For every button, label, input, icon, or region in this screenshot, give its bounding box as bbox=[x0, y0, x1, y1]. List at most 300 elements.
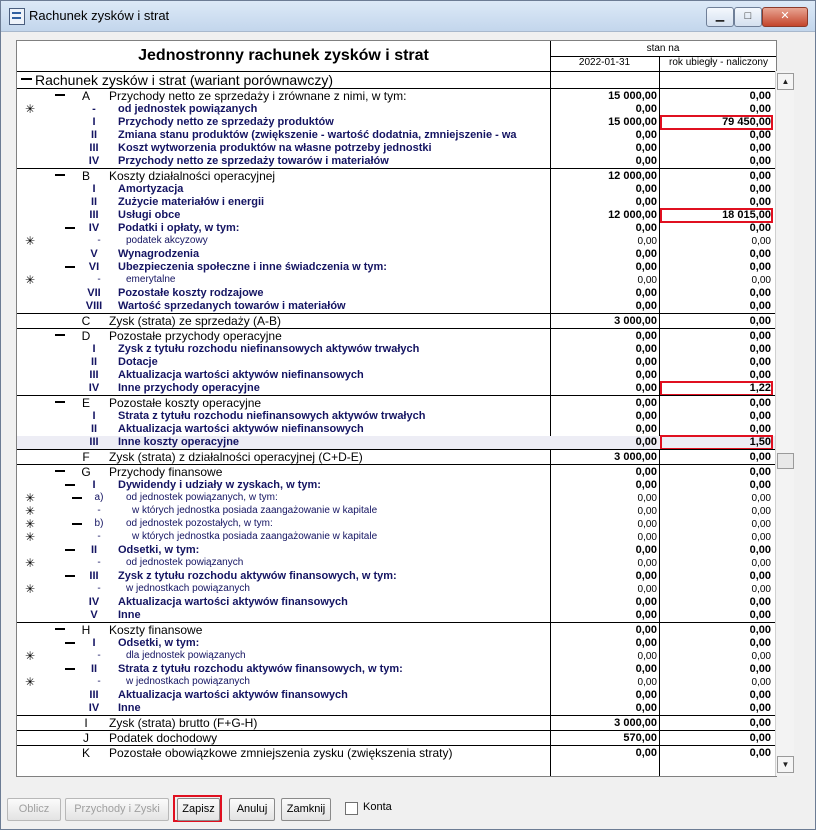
row-code: - bbox=[97, 676, 101, 687]
row-code: I bbox=[92, 116, 96, 128]
value-current[interactable]: 3 000,00 bbox=[614, 717, 657, 729]
value-previous[interactable]: 0,00 bbox=[749, 702, 771, 714]
value-current[interactable]: 0,00 bbox=[635, 436, 657, 448]
highlight-box bbox=[660, 381, 773, 396]
value-current[interactable]: 0,00 bbox=[635, 663, 657, 675]
value-previous[interactable]: 0,00 bbox=[749, 747, 771, 759]
row-label: Rachunek zysków i strat (wariant porównawczy) bbox=[35, 72, 333, 88]
row-code: VII bbox=[87, 287, 101, 299]
value-current[interactable]: 0,00 bbox=[635, 689, 657, 701]
collapse-icon[interactable] bbox=[55, 628, 65, 630]
oblicz-button[interactable]: Oblicz bbox=[7, 798, 61, 821]
highlight-box bbox=[660, 208, 773, 223]
row-label: Zmiana stanu produktów (zwiększenie - wartość dodatnia, zmniejszenie - wa bbox=[118, 129, 517, 141]
table-row[interactable] bbox=[17, 248, 776, 261]
table-row[interactable] bbox=[17, 492, 776, 505]
value-previous[interactable]: 0,00 bbox=[749, 343, 771, 355]
table-row[interactable] bbox=[17, 730, 776, 745]
value-current[interactable]: 0,00 bbox=[637, 677, 657, 688]
table-row[interactable] bbox=[17, 583, 776, 596]
asterisk-icon: ✳ bbox=[25, 675, 36, 689]
row-code: III bbox=[89, 142, 99, 154]
value-previous[interactable]: 0,00 bbox=[749, 732, 771, 744]
row-code: - bbox=[97, 235, 101, 246]
row-label: podatek akcyzowy bbox=[126, 235, 208, 246]
value-previous[interactable]: 0,00 bbox=[749, 570, 771, 582]
row-label: Ubezpieczenia społeczne i inne świadczenia w tym: bbox=[118, 261, 387, 273]
table-row[interactable] bbox=[17, 436, 776, 449]
przychody-i-zyski-button[interactable]: Przychody i Zyski bbox=[65, 798, 169, 821]
save-button[interactable]: Zapisz bbox=[177, 798, 220, 821]
row-label: w jednostkach powiązanych bbox=[126, 583, 250, 594]
value-previous[interactable]: 0,00 bbox=[749, 356, 771, 368]
arrow-up-icon: ▲ bbox=[781, 77, 790, 86]
value-current[interactable]: 0,00 bbox=[635, 637, 657, 649]
row-code: III bbox=[89, 369, 99, 381]
row-code: J bbox=[83, 731, 89, 745]
value-current[interactable]: 0,00 bbox=[635, 343, 657, 355]
value-previous[interactable]: 0,00 bbox=[749, 155, 771, 167]
value-previous[interactable]: 0,00 bbox=[749, 183, 771, 195]
row-label: w których jednostka posiada zaangażowanie w kapitale bbox=[132, 531, 378, 542]
value-current[interactable]: 0,00 bbox=[637, 651, 657, 662]
value-previous[interactable]: 0,00 bbox=[749, 103, 771, 115]
row-code: I bbox=[84, 716, 88, 730]
row-label: Zysk (strata) ze sprzedaży (A-B) bbox=[109, 314, 282, 328]
value-current[interactable]: 0,00 bbox=[637, 584, 657, 595]
value-current[interactable]: 0,00 bbox=[635, 624, 657, 636]
value-current[interactable]: 0,00 bbox=[635, 222, 657, 234]
row-label: od jednostek powiązanych bbox=[126, 557, 244, 568]
value-previous[interactable]: 0,00 bbox=[751, 275, 771, 286]
collapse-icon[interactable] bbox=[65, 575, 75, 577]
value-previous[interactable]: 0,00 bbox=[751, 651, 771, 662]
table-row[interactable] bbox=[17, 622, 776, 637]
row-code: IV bbox=[88, 222, 100, 234]
window-title: Rachunek zysków i strat bbox=[29, 8, 170, 23]
row-code: C bbox=[81, 314, 91, 328]
asterisk-icon: ✳ bbox=[25, 582, 36, 596]
row-label: Zysk z tytułu rozchodu niefinansowych aktywów trwałych bbox=[118, 343, 420, 355]
row-label: Aktualizacja wartości aktywów niefinansowych bbox=[118, 423, 364, 435]
table-row[interactable] bbox=[17, 72, 776, 88]
value-current[interactable]: 0,00 bbox=[637, 275, 657, 286]
table-row[interactable] bbox=[17, 395, 776, 410]
table-row[interactable] bbox=[17, 676, 776, 689]
table-row[interactable] bbox=[17, 663, 776, 676]
maximize-button[interactable] bbox=[734, 7, 762, 27]
header-col-divider bbox=[659, 56, 660, 71]
value-previous[interactable]: 0,00 bbox=[751, 584, 771, 595]
table-row[interactable] bbox=[17, 261, 776, 274]
row-code: F bbox=[82, 450, 90, 464]
collapse-icon[interactable] bbox=[72, 497, 82, 499]
table-row[interactable] bbox=[17, 689, 776, 702]
table-row[interactable] bbox=[17, 518, 776, 531]
asterisk-icon: ✳ bbox=[25, 234, 36, 248]
button-bar bbox=[1, 791, 815, 827]
table-row[interactable] bbox=[17, 313, 776, 328]
value-current[interactable]: 0,00 bbox=[635, 382, 657, 394]
table-row[interactable] bbox=[17, 745, 776, 760]
row-code: II bbox=[90, 423, 98, 435]
collapse-icon[interactable] bbox=[55, 94, 65, 96]
value-previous[interactable]: 0,00 bbox=[749, 287, 771, 299]
highlight-box bbox=[660, 435, 773, 450]
row-label: Aktualizacja wartości aktywów niefinansowych bbox=[118, 369, 364, 381]
value-previous[interactable]: 0,00 bbox=[749, 609, 771, 621]
row-label: Przychody finansowe bbox=[109, 465, 223, 479]
value-current[interactable]: 15 000,00 bbox=[608, 90, 657, 102]
row-label: od jednostek powiązanych, w tym: bbox=[126, 492, 278, 503]
table-row[interactable] bbox=[17, 479, 776, 492]
value-current[interactable]: 0,00 bbox=[635, 261, 657, 273]
cancel-button[interactable]: Anuluj bbox=[229, 798, 275, 821]
scroll-thumb[interactable] bbox=[777, 453, 794, 469]
value-current[interactable]: 0,00 bbox=[635, 155, 657, 167]
row-code: - bbox=[97, 505, 101, 516]
table-row[interactable] bbox=[17, 222, 776, 235]
value-previous[interactable]: 0,00 bbox=[749, 423, 771, 435]
table-row[interactable] bbox=[17, 287, 776, 300]
table-row[interactable] bbox=[17, 464, 776, 479]
row-code: VIII bbox=[85, 300, 103, 312]
value-current[interactable]: 12 000,00 bbox=[608, 170, 657, 182]
table-row[interactable] bbox=[17, 382, 776, 395]
row-label: od jednostek pozostałych, w tym: bbox=[126, 518, 273, 529]
row-code: - bbox=[97, 650, 101, 661]
collapse-icon[interactable] bbox=[65, 549, 75, 551]
value-previous[interactable]: 0,00 bbox=[751, 558, 771, 569]
row-label: Przychody netto ze sprzedaży i zrównane z nimi, w tym: bbox=[109, 89, 407, 103]
value-previous[interactable]: 0,00 bbox=[749, 330, 771, 342]
collapse-icon[interactable] bbox=[72, 523, 82, 525]
collapse-icon[interactable] bbox=[65, 484, 75, 486]
row-label: Zysk (strata) z działalności operacyjnej (C+D-E) bbox=[109, 450, 363, 464]
row-code: - bbox=[92, 103, 96, 115]
value-previous[interactable]: 1,50 bbox=[749, 436, 771, 448]
value-previous[interactable]: 0,00 bbox=[749, 596, 771, 608]
table-row[interactable] bbox=[17, 505, 776, 518]
table-row[interactable] bbox=[17, 410, 776, 423]
row-label: Zysk (strata) brutto (F+G-H) bbox=[109, 716, 258, 730]
row-code: H bbox=[81, 623, 91, 637]
row-label: Inne bbox=[118, 702, 141, 714]
table-row[interactable] bbox=[17, 343, 776, 356]
row-code: II bbox=[90, 129, 98, 141]
asterisk-icon: ✳ bbox=[25, 273, 36, 287]
value-current[interactable]: 0,00 bbox=[635, 248, 657, 260]
value-previous[interactable]: 1,22 bbox=[749, 382, 771, 394]
row-label: Koszty działalności operacyjnej bbox=[109, 169, 276, 183]
value-previous[interactable]: 0,00 bbox=[749, 637, 771, 649]
table-row[interactable] bbox=[17, 570, 776, 583]
collapse-icon[interactable] bbox=[65, 266, 75, 268]
value-previous[interactable]: 0,00 bbox=[749, 142, 771, 154]
asterisk-icon: ✳ bbox=[25, 504, 36, 518]
collapse-icon[interactable] bbox=[65, 642, 75, 644]
table-row[interactable] bbox=[17, 328, 776, 343]
row-label: Usługi obce bbox=[118, 209, 181, 221]
stan-na-label: stan na bbox=[646, 43, 680, 54]
konta-label: Konta bbox=[363, 801, 392, 813]
value-previous[interactable]: 0,00 bbox=[749, 315, 771, 327]
vertical-scrollbar[interactable] bbox=[775, 71, 794, 776]
row-code: III bbox=[89, 436, 99, 448]
table-row[interactable] bbox=[17, 116, 776, 129]
row-label: Odsetki, w tym: bbox=[118, 544, 200, 556]
table-row[interactable] bbox=[17, 88, 776, 103]
value-previous[interactable]: 18 015,00 bbox=[722, 209, 771, 221]
minimize-icon: ▁ bbox=[715, 10, 725, 22]
row-code: II bbox=[90, 196, 98, 208]
table-row[interactable] bbox=[17, 557, 776, 570]
row-code: III bbox=[89, 570, 99, 582]
value-previous[interactable]: 79 450,00 bbox=[722, 116, 771, 128]
value-current[interactable]: 0,00 bbox=[635, 702, 657, 714]
row-label: w których jednostka posiada zaangażowanie w kapitale bbox=[132, 505, 378, 516]
row-code: V bbox=[90, 609, 98, 621]
row-code: - bbox=[97, 531, 101, 542]
row-label: Pozostałe obowiązkowe zmniejszenia zysku (zwiększenia straty) bbox=[109, 746, 453, 760]
row-label: Strata z tytułu rozchodu aktywów finansowych, w tym: bbox=[118, 663, 403, 675]
table-row[interactable] bbox=[17, 155, 776, 168]
row-label: Aktualizacja wartości aktywów finansowych bbox=[118, 689, 348, 701]
value-current[interactable]: 3 000,00 bbox=[614, 451, 657, 463]
value-previous[interactable]: 0,00 bbox=[749, 222, 771, 234]
collapse-icon[interactable] bbox=[55, 174, 65, 176]
column-current-header: 2022-01-31 bbox=[578, 57, 631, 68]
value-previous[interactable]: 0,00 bbox=[751, 506, 771, 517]
value-previous[interactable]: 0,00 bbox=[749, 397, 771, 409]
table-row[interactable] bbox=[17, 715, 776, 730]
value-current[interactable]: 0,00 bbox=[635, 369, 657, 381]
table-row[interactable] bbox=[17, 235, 776, 248]
row-code: I bbox=[92, 343, 96, 355]
asterisk-icon: ✳ bbox=[25, 649, 36, 663]
value-current[interactable]: 0,00 bbox=[637, 519, 657, 530]
row-code: - bbox=[97, 583, 101, 594]
row-code: B bbox=[81, 169, 90, 183]
value-current[interactable]: 12 000,00 bbox=[608, 209, 657, 221]
row-code: K bbox=[81, 746, 90, 760]
row-code: G bbox=[81, 465, 91, 479]
value-current[interactable]: 0,00 bbox=[635, 196, 657, 208]
table-row[interactable] bbox=[17, 650, 776, 663]
row-label: Inne koszty operacyjne bbox=[118, 436, 240, 448]
table-row[interactable] bbox=[17, 183, 776, 196]
row-label: w jednostkach powiązanych bbox=[126, 676, 250, 687]
row-label: Aktualizacja wartości aktywów finansowych bbox=[118, 596, 348, 608]
value-current[interactable]: 0,00 bbox=[637, 493, 657, 504]
value-previous[interactable]: 0,00 bbox=[749, 170, 771, 182]
value-current[interactable]: 0,00 bbox=[635, 397, 657, 409]
konta-checkbox[interactable] bbox=[345, 802, 358, 815]
row-label: Pozostałe koszty operacyjne bbox=[109, 396, 262, 410]
row-label: Pozostałe przychody operacyjne bbox=[109, 329, 282, 343]
value-previous[interactable]: 0,00 bbox=[749, 544, 771, 556]
value-previous[interactable]: 0,00 bbox=[749, 261, 771, 273]
table-row[interactable] bbox=[17, 609, 776, 622]
scroll-up-button[interactable] bbox=[777, 73, 794, 90]
row-code: I bbox=[92, 183, 96, 195]
row-label: Wartość sprzedanych towarów i materiałów bbox=[118, 300, 346, 312]
value-current[interactable]: 0,00 bbox=[635, 544, 657, 556]
table-row[interactable] bbox=[17, 544, 776, 557]
row-code: V bbox=[90, 248, 98, 260]
value-current[interactable]: 0,00 bbox=[635, 479, 657, 491]
value-current[interactable]: 0,00 bbox=[635, 410, 657, 422]
row-label: Koszty finansowe bbox=[109, 623, 203, 637]
value-previous[interactable]: 0,00 bbox=[749, 300, 771, 312]
row-code: D bbox=[81, 329, 91, 343]
value-previous[interactable]: 0,00 bbox=[751, 519, 771, 530]
value-previous[interactable]: 0,00 bbox=[749, 466, 771, 478]
asterisk-icon: ✳ bbox=[25, 556, 36, 570]
value-previous[interactable]: 0,00 bbox=[749, 369, 771, 381]
asterisk-icon: ✳ bbox=[25, 530, 36, 544]
value-previous[interactable]: 0,00 bbox=[749, 90, 771, 102]
value-previous[interactable]: 0,00 bbox=[751, 532, 771, 543]
collapse-icon[interactable] bbox=[65, 668, 75, 670]
row-label: Koszt wytworzenia produktów na własne potrzeby jednostki bbox=[118, 142, 432, 154]
row-code: IV bbox=[88, 702, 100, 714]
value-previous[interactable]: 0,00 bbox=[749, 196, 771, 208]
row-code: II bbox=[90, 663, 98, 675]
value-current[interactable]: 0,00 bbox=[635, 423, 657, 435]
asterisk-icon: ✳ bbox=[25, 491, 36, 505]
report-title: Jednostronny rachunek zysków i strat bbox=[138, 47, 429, 64]
row-code: III bbox=[89, 209, 99, 221]
collapse-icon[interactable] bbox=[21, 78, 32, 80]
table-row[interactable] bbox=[17, 300, 776, 313]
value-previous[interactable]: 0,00 bbox=[749, 624, 771, 636]
table-row[interactable] bbox=[17, 356, 776, 369]
table-row[interactable] bbox=[17, 531, 776, 544]
close-button[interactable] bbox=[762, 7, 808, 27]
asterisk-icon: ✳ bbox=[25, 517, 36, 531]
value-current[interactable]: 0,00 bbox=[635, 356, 657, 368]
row-code: II bbox=[90, 356, 98, 368]
collapse-icon[interactable] bbox=[55, 334, 65, 336]
table-row[interactable] bbox=[17, 596, 776, 609]
value-previous[interactable]: 0,00 bbox=[751, 677, 771, 688]
value-current[interactable]: 15 000,00 bbox=[608, 116, 657, 128]
table-row[interactable] bbox=[17, 637, 776, 650]
row-code: I bbox=[92, 479, 96, 491]
row-label: Strata z tytułu rozchodu niefinansowych aktywów trwałych bbox=[118, 410, 426, 422]
value-current[interactable]: 570,00 bbox=[623, 732, 657, 744]
value-previous[interactable]: 0,00 bbox=[749, 451, 771, 463]
minimize-button[interactable] bbox=[706, 7, 734, 27]
value-current[interactable]: 0,00 bbox=[635, 129, 657, 141]
value-current[interactable]: 0,00 bbox=[637, 236, 657, 247]
row-label: Dywidendy i udziały w zyskach, w tym: bbox=[118, 479, 321, 491]
value-current[interactable]: 0,00 bbox=[635, 570, 657, 582]
row-code: IV bbox=[88, 596, 100, 608]
value-current[interactable]: 0,00 bbox=[635, 466, 657, 478]
table-row[interactable] bbox=[17, 142, 776, 155]
maximize-icon: □ bbox=[744, 10, 752, 22]
table-row[interactable] bbox=[17, 209, 776, 222]
row-label: Amortyzacja bbox=[118, 183, 184, 195]
value-previous[interactable]: 0,00 bbox=[749, 689, 771, 701]
title-bar bbox=[1, 1, 815, 32]
row-code: a) bbox=[94, 492, 104, 503]
row-label: Podatki i opłaty, w tym: bbox=[118, 222, 240, 234]
row-code: III bbox=[89, 689, 99, 701]
row-label: Inne przychody operacyjne bbox=[118, 382, 260, 394]
value-current[interactable]: 0,00 bbox=[635, 183, 657, 195]
report-table bbox=[16, 40, 777, 777]
row-code: II bbox=[90, 544, 98, 556]
row-code: E bbox=[81, 396, 90, 410]
value-current[interactable]: 0,00 bbox=[637, 506, 657, 517]
close-icon: ✕ bbox=[780, 10, 790, 22]
row-code: - bbox=[97, 557, 101, 568]
value-previous[interactable]: 0,00 bbox=[749, 479, 771, 491]
value-previous[interactable]: 0,00 bbox=[749, 248, 771, 260]
row-label: Podatek dochodowy bbox=[109, 731, 218, 745]
value-current[interactable]: 3 000,00 bbox=[614, 315, 657, 327]
row-label: emerytalne bbox=[126, 274, 176, 285]
collapse-icon[interactable] bbox=[65, 227, 75, 229]
value-current[interactable]: 0,00 bbox=[635, 609, 657, 621]
column-previous-header: rok ubiegły - naliczony bbox=[669, 57, 768, 68]
close-dialog-button[interactable]: Zamknij bbox=[281, 798, 331, 821]
row-label: Zużycie materiałów i energii bbox=[118, 196, 265, 208]
row-code: IV bbox=[88, 155, 100, 167]
row-code: I bbox=[92, 637, 96, 649]
row-label: Dotacje bbox=[118, 356, 158, 368]
row-code: IV bbox=[88, 382, 100, 394]
row-label: od jednostek powiązanych bbox=[118, 103, 258, 115]
value-current[interactable]: 0,00 bbox=[635, 142, 657, 154]
row-label: Zysk z tytułu rozchodu aktywów finansowych, w tym: bbox=[118, 570, 397, 582]
row-label: dla jednostek powiązanych bbox=[126, 650, 246, 661]
table-row[interactable] bbox=[17, 702, 776, 715]
row-label: Inne bbox=[118, 609, 141, 621]
highlight-box bbox=[660, 115, 773, 130]
value-current[interactable]: 0,00 bbox=[635, 596, 657, 608]
value-current[interactable]: 0,00 bbox=[637, 558, 657, 569]
value-previous[interactable]: 0,00 bbox=[751, 493, 771, 504]
value-current[interactable]: 0,00 bbox=[637, 532, 657, 543]
collapse-icon[interactable] bbox=[55, 401, 65, 403]
value-current[interactable]: 0,00 bbox=[635, 287, 657, 299]
value-current[interactable]: 0,00 bbox=[635, 103, 657, 115]
table-row[interactable] bbox=[17, 168, 776, 183]
table-row[interactable] bbox=[17, 449, 776, 464]
value-previous[interactable]: 0,00 bbox=[749, 717, 771, 729]
app-icon bbox=[9, 8, 25, 25]
value-previous[interactable]: 0,00 bbox=[749, 410, 771, 422]
value-previous[interactable]: 0,00 bbox=[749, 663, 771, 675]
value-current[interactable]: 0,00 bbox=[635, 300, 657, 312]
value-current[interactable]: 0,00 bbox=[635, 747, 657, 759]
value-previous[interactable]: 0,00 bbox=[749, 129, 771, 141]
collapse-icon[interactable] bbox=[55, 470, 65, 472]
table-row[interactable] bbox=[17, 274, 776, 287]
arrow-down-icon: ▼ bbox=[781, 760, 790, 769]
row-code: I bbox=[92, 410, 96, 422]
value-previous[interactable]: 0,00 bbox=[751, 236, 771, 247]
table-row[interactable] bbox=[17, 129, 776, 142]
value-current[interactable]: 0,00 bbox=[635, 330, 657, 342]
scroll-down-button[interactable] bbox=[777, 756, 794, 773]
row-code: VI bbox=[88, 261, 100, 273]
row-label: Pozostałe koszty rodzajowe bbox=[118, 287, 264, 299]
